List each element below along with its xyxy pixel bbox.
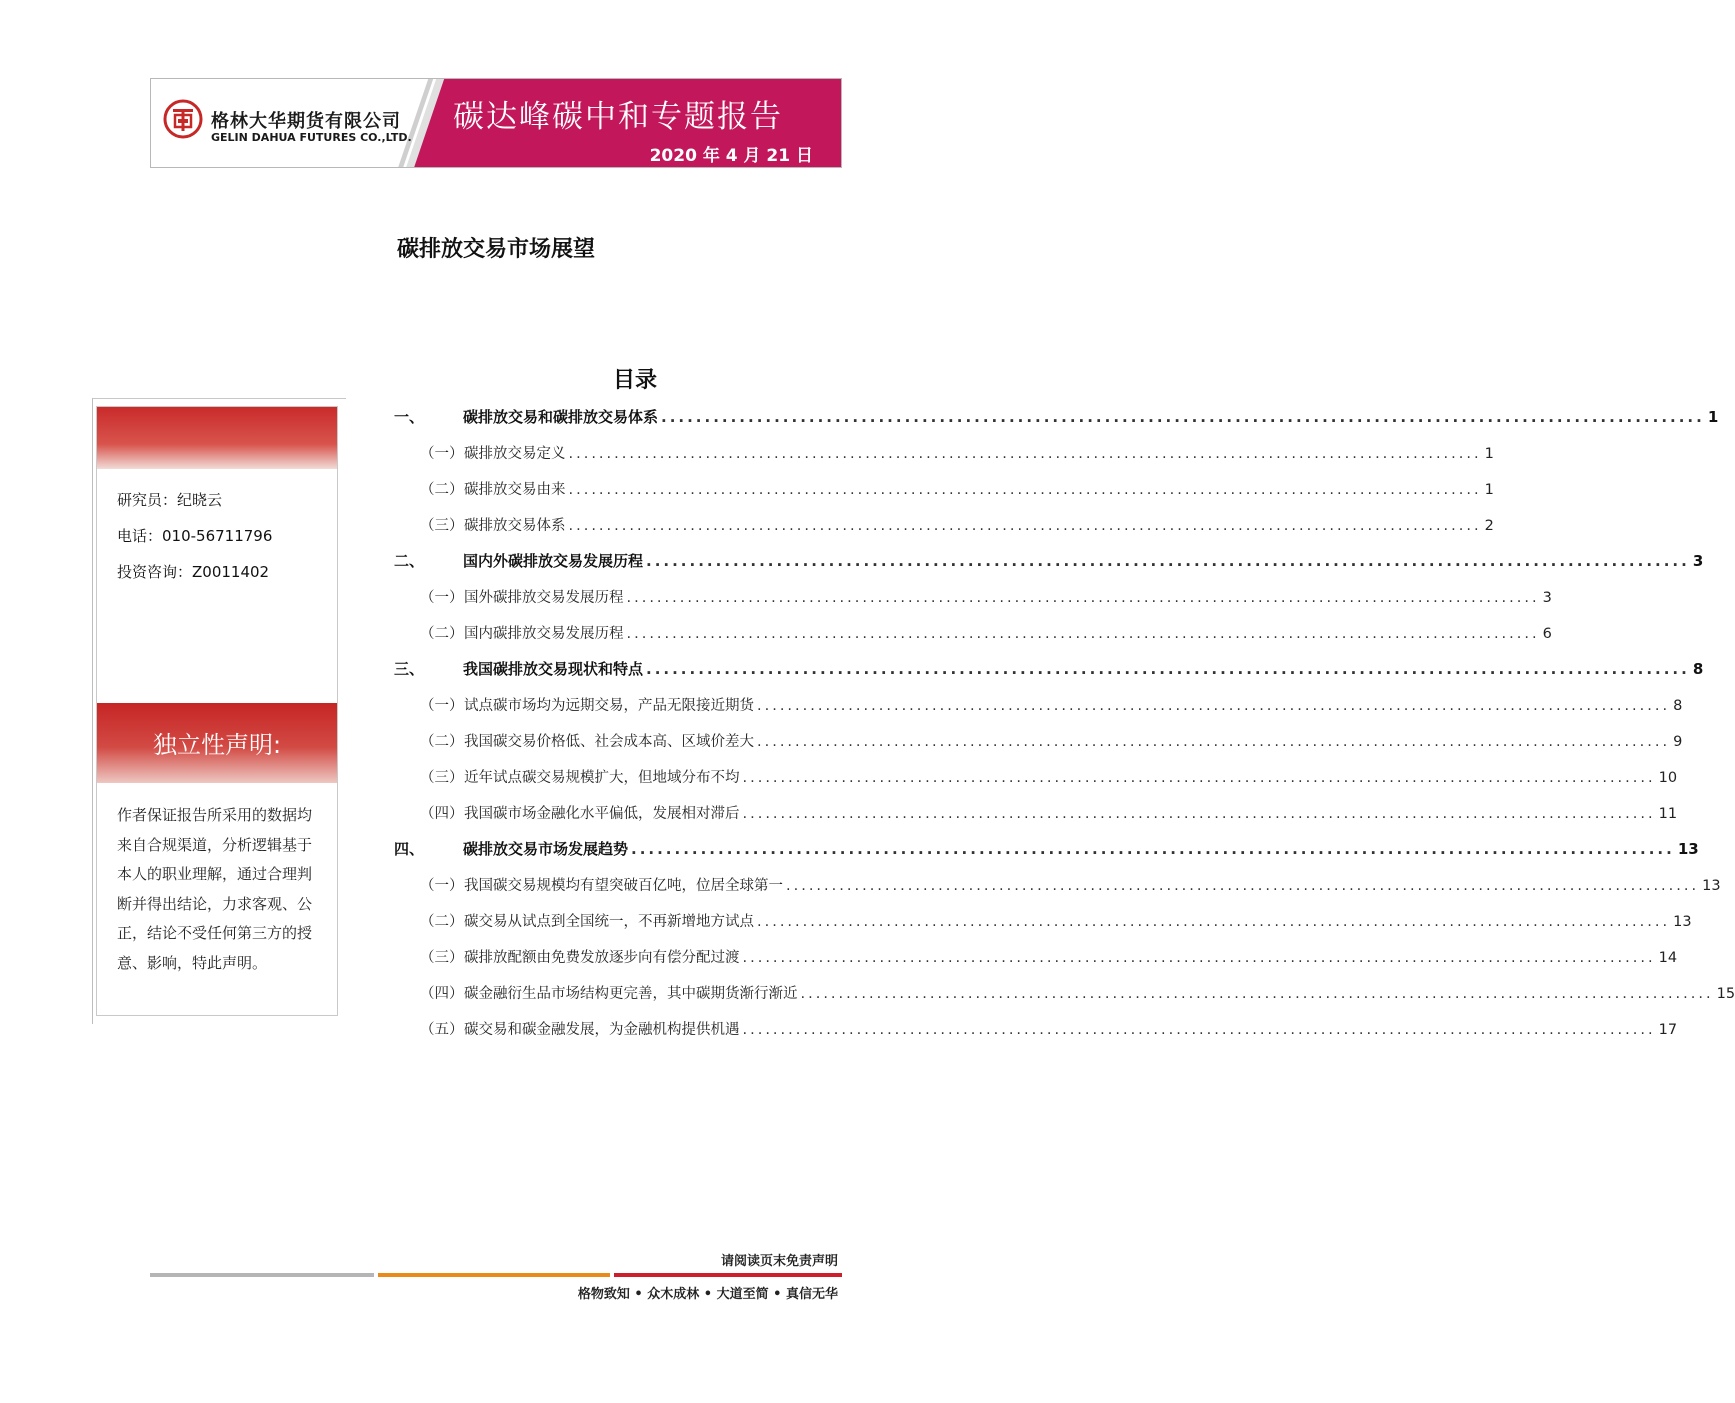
toc-entry-title: 国内碳排放交易发展历程 [464,626,624,642]
toc-entry-number: （一） [420,698,464,714]
toc-page-number: 3 [1692,552,1704,570]
toc-dot-leader: ........................................................................................................................ [568,482,1482,498]
document-title: 碳排放交易市场展望 [396,237,595,262]
toc-dot-leader: ........................................................................................................................ [757,914,1671,930]
footer-motto: 格物致知 • 众木成林 • 大道至简 • 真信无华 [577,1287,838,1302]
toc-subsection-entry[interactable] [420,946,1678,967]
toc-entry-number: （二） [420,626,464,642]
toc-page-number: 13 [1673,914,1692,930]
toc-dot-leader: ........................................................................................................................ [631,840,1675,858]
toc-entry-title: 碳排放交易定义 [464,446,566,462]
toc-page-number: 13 [1702,878,1721,894]
toc-page-number: 6 [1542,626,1552,642]
toc-entry-number: 四、 [394,840,425,858]
toc-subsection-entry[interactable] [420,586,1552,607]
toc-subsection-entry[interactable] [420,910,1692,931]
toc-entry-number: （三） [420,950,464,966]
toc-entry-number: （二） [420,914,464,930]
toc-entry-title: 我国碳交易价格低、社会成本高、区域价差大 [464,734,754,750]
toc-entry-number: （三） [420,518,464,534]
toc-entry-number: （一） [420,878,464,894]
toc-dot-leader: ........................................................................................................................ [742,1022,1656,1038]
toc-page-number: 10 [1658,770,1678,786]
independence-banner [97,703,337,783]
toc-dot-leader: ........................................................................................................................ [786,878,1700,894]
analyst-name: 研究员：纪晓云 [117,491,223,509]
toc-page-number: 11 [1658,806,1678,822]
toc-dot-leader: ........................................................................................................................ [757,698,1671,714]
card-banner [97,407,337,469]
toc-entry-title: 国内外碳排放交易发展历程 [463,552,644,570]
toc-entry-number: （二） [420,482,464,498]
toc-entry-number: 三、 [394,660,425,678]
toc-entry-title: 我国碳排放交易现状和特点 [463,660,644,678]
toc-section-entry[interactable] [394,406,1719,427]
toc-page-number: 8 [1692,660,1704,678]
footer-divider-segment [378,1273,610,1277]
toc-page-number: 1 [1707,408,1719,426]
toc-subsection-entry[interactable] [420,802,1678,823]
toc-entry-title: 碳排放交易由来 [464,482,566,498]
toc-page-number: 8 [1673,698,1683,714]
sidebar-divider [92,398,346,399]
toc-page-number: 15 [1716,986,1735,1002]
toc-page-number: 2 [1484,518,1494,534]
toc-entry-number: （五） [420,1022,464,1038]
company-name-cn: 格林大华期货有限公司 [211,111,401,132]
toc-entry-number: 一、 [394,408,425,426]
toc-entry-title: 碳交易和碳金融发展，为金融机构提供机遇 [464,1022,740,1038]
toc-entry-title: 碳交易从试点到全国统一，不再新增地方试点 [464,914,754,930]
toc-entry-number: （四） [420,806,464,822]
toc-page-number: 9 [1673,734,1683,750]
toc-subsection-entry[interactable] [420,442,1494,463]
toc-subsection-entry[interactable] [420,982,1735,1003]
toc-dot-leader: ........................................................................................................................ [742,950,1656,966]
toc-entry-title: 国外碳排放交易发展历程 [464,590,624,606]
toc-dot-leader: ........................................................................................................................ [626,626,1540,642]
toc-heading: 目录 [612,368,657,393]
toc-page-number: 1 [1484,482,1494,498]
toc-entry-number: （三） [420,770,464,786]
sidebar-divider [92,398,93,1024]
toc-subsection-entry[interactable] [420,874,1721,895]
toc-page-number: 3 [1542,590,1552,606]
toc-dot-leader: ........................................................................................................................ [800,986,1714,1002]
toc-entry-title: 试点碳市场均为远期交易，产品无限接近期货 [464,698,754,714]
independence-title: 独立性声明: [152,731,282,759]
toc-entry-title: 近年试点碳交易规模扩大，但地域分布不均 [464,770,740,786]
toc-entry-title: 我国碳市场金融化水平偏低，发展相对滞后 [464,806,740,822]
toc-subsection-entry[interactable] [420,766,1678,787]
toc-entry-number: （一） [420,590,464,606]
analyst-card [96,406,338,1016]
toc-entry-title: 碳排放交易体系 [464,518,566,534]
toc-entry-number: （四） [420,986,464,1002]
toc-dot-leader: ........................................................................................................................ [757,734,1671,750]
toc-subsection-entry[interactable] [420,622,1552,643]
toc-entry-number: （一） [420,446,464,462]
toc-entry-title: 我国碳交易规模均有望突破百亿吨，位居全球第一 [464,878,783,894]
analyst-phone: 电话：010-56711796 [117,527,273,545]
toc-dot-leader: ........................................................................................................................ [742,770,1656,786]
toc-subsection-entry[interactable] [420,478,1494,499]
toc-dot-leader: ........................................................................................................................ [626,590,1540,606]
toc-dot-leader: ........................................................................................................................ [568,518,1482,534]
analyst-license: 投资咨询：Z0011402 [117,563,270,581]
toc-subsection-entry[interactable] [420,1018,1678,1039]
toc-subsection-entry[interactable] [420,730,1683,751]
toc-dot-leader: ........................................................................................................................ [661,408,1705,426]
toc-entry-title: 碳排放交易和碳排放交易体系 [463,408,659,426]
company-name-en: GELIN DAHUA FUTURES CO.,LTD. [211,131,412,144]
toc-page-number: 17 [1658,1022,1678,1038]
toc-entry-title: 碳排放配额由免费发放逐步向有偿分配过渡 [464,950,740,966]
report-date: 2020 年 4 月 21 日 [649,146,813,166]
toc-entry-number: （二） [420,734,464,750]
toc-dot-leader: ........................................................................................................................ [646,552,1690,570]
toc-subsection-entry[interactable] [420,694,1683,715]
toc-page-number: 13 [1677,840,1699,858]
toc-section-entry[interactable] [394,550,1704,571]
toc-entry-title: 碳排放交易市场发展趋势 [463,840,629,858]
analyst-sidebar [92,398,346,1024]
report-type-title: 碳达峰碳中和专题报告 [453,99,783,135]
toc-entry-number: 二、 [394,552,425,570]
independence-statement: 作者保证报告所采用的数据均来自合规渠道，分析逻辑基于本人的职业理解，通过合理判断并得出结论，力求客观、公正，结论不受任何第三方的授意、影响，特此声明。 [117,806,313,972]
footer-divider-segment [614,1273,842,1277]
footer-divider [150,1272,842,1278]
footer-divider-segment [150,1273,374,1277]
footer-disclaimer: 请阅读页末免责声明 [720,1254,838,1269]
toc-page-number: 1 [1484,446,1494,462]
toc-entry-title: 碳金融衍生品市场结构更完善，其中碳期货渐行渐近 [464,986,798,1002]
toc-section-entry[interactable] [394,838,1699,859]
toc-subsection-entry[interactable] [420,514,1494,535]
toc-dot-leader: ........................................................................................................................ [568,446,1482,462]
report-header [150,78,842,168]
toc-section-entry[interactable] [394,658,1704,679]
toc-page-number: 14 [1658,950,1678,966]
company-logo-icon [163,99,203,139]
toc-dot-leader: ........................................................................................................................ [742,806,1656,822]
toc-dot-leader: ........................................................................................................................ [646,660,1690,678]
